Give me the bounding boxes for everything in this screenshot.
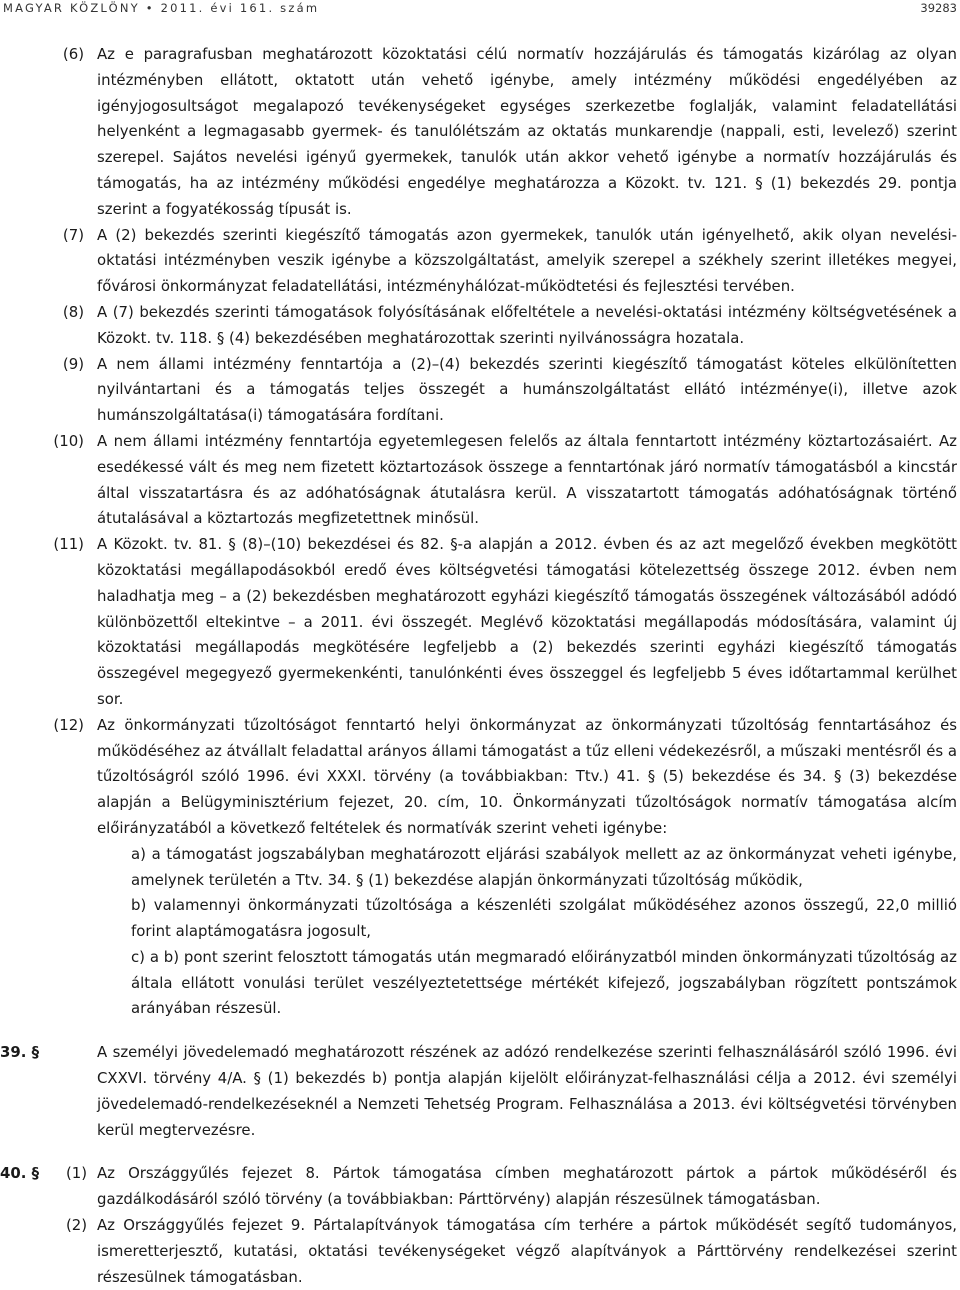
paragraph-text: A nem állami intézmény fenntartója a (2)–(4) bekezdés szerinti kiegészítő támogatást köteles elkülönítetten nyilvántartani és a támogatás teljes összegét a humánszolgáltatást ellátó intézménye(i), illetve azok humánszolgáltatása(i) támogatására fordítani.: [97, 354, 957, 425]
paragraph-text: A (7) bekezdés szerinti támogatások folyósításának előfeltétele a nevelési-oktatási intézmény költségvetésének a Közokt. tv. 118. § (4) bekezdésében meghatározottak szerinti nyilvánosságra hozatala.: [97, 302, 957, 347]
paragraph-number: (9): [62, 354, 84, 373]
paragraph-text: Az Országgyűlés fejezet 9. Pártalapítványok támogatása cím terhére a pártok működését segítő tudományos, ismeretterjesztő, kutatási, oktatási tevékenységeket végző alapítványok a Párttörvény rendelkezései szerint részesülnek támogatásban.: [97, 1216, 957, 1286]
paragraph-number: (12): [53, 715, 84, 734]
paragraph-12: [53, 713, 957, 842]
page-header: [0, 0, 960, 18]
paragraph-number: (2): [66, 1216, 88, 1235]
list-item-letter: c): [131, 947, 145, 966]
list-item-c: [131, 945, 957, 1022]
section-text: A személyi jövedelemadó meghatározott részének az adózó rendelkezése szerinti felhasználásáról szóló 1996. évi CXXVI. törvény 4/A. § (1) bekezdés b) pontja alapján kijelölt előirányzat-felhasználási célja a 2012. évi személyi jövedelemadó-rendelkezéseknél a Nemzeti Tehetség Program. Felhasználása a 2013. évi költségvetési törvényben kerül megtervezésre.: [97, 1043, 957, 1139]
paragraph-10: [53, 429, 957, 532]
list-item-text: a b) pont szerint felosztott támogatás után megmaradó előirányzatból minden önkormányzati tűzoltóság az általa ellátott vonulási terület veszélyeztetettsége mértékét kifejező, jogszabályban rögzített pontszámok arányában részesül.: [131, 947, 957, 1018]
paragraph-text: Az e paragrafusban meghatározott közoktatási célú normatív hozzájárulás és támogatás kizárólag az olyan intézményben ellátott, oktatott után vehető igénybe, amely intézmény működési engedélyében az igényjogosultságot megalapozó tevékenységeket egységes szerkezetbe foglalják, valamint feladatellátási helyenként a legmagasabb gyermek- és tanulólétszám az oktatás munkarendje (nappali, esti, levelező) szerint szerepel. Sajátos nevelési igényű gyermekek, tanulók után akkor vehető igénybe a normatív hozzájárulás és támogatás, ha az intézmény működési engedélye meghatározza a Közokt. tv. 121. § (1) bekezdés 29. pontja szerint a fogyatékosság típusát is.: [97, 45, 957, 218]
paragraph-number: (1): [66, 1164, 88, 1183]
paragraph-11: [53, 532, 957, 713]
paragraph-text: A (2) bekezdés szerinti kiegészítő támogatás azon gyermekek, tanulók után igényelhető, akik olyan nevelési-oktatási intézményben veszik igénybe a közszolgáltatást, amelyik szerepel a székhely szerint illetékes megyei, fővárosi önkormányzat feladatellátási, intézményhálózat-működtetési és fejlesztési tervében.: [97, 225, 957, 296]
paragraph-8: [62, 300, 957, 352]
paragraph-number: (11): [53, 535, 84, 554]
list-item-a: [131, 842, 957, 894]
section-40: [0, 1161, 960, 1290]
list-item-text: valamennyi önkormányzati tűzoltósága a készenléti szolgálat működéséhez azonos összegű, 22,0 millió forint alaptámogatásra jogosult,: [131, 896, 958, 941]
paragraph-text: A Közokt. tv. 81. § (8)–(10) bekezdései és 82. §-a alapján a 2012. évben és az azt megelőző években megkötött közoktatási megállapodásokból eredő éves költségvetési támogatási kötelezettség összege 2012. évben nem haladhatja meg – a (2) bekezdésben meghatározott egyházi kiegészítő támogatás összegének változásából adódó különbözettől eltekintve – a 2011. évi összegét. Meglévő közoktatási megállapodás módosítására, valamint új közoktatási megállapodás megkötésére legfeljebb a (2) bekezdés szerinti egyházi kiegészítő támogatás összegével megegyező gyermekenkénti, tanulónkénti éves összeggel és legfeljebb 5 éves időtartammal kerülhet sor.: [97, 535, 957, 708]
journal-title: MAGYAR KÖZLÖNY • 2011. évi 161. szám: [3, 1, 320, 15]
paragraph-6: [62, 42, 957, 223]
paragraph-number: (8): [62, 302, 84, 321]
paragraph-9: [62, 352, 957, 429]
list-item-letter: a): [131, 844, 146, 863]
list-item-text: a támogatást jogszabályban meghatározott eljárási szabályok mellett az az önkormányzat veheti igénybe, amelynek területén a Ttv. 34. § (1) bekezdése alapján önkormányzati tűzoltóság működik,: [131, 844, 957, 889]
document-body: [0, 42, 960, 1290]
paragraph-number: (10): [53, 431, 84, 450]
paragraph-7: [62, 223, 957, 300]
section-40-paragraph-2: [66, 1213, 957, 1290]
section-39: [0, 1040, 957, 1143]
page-number: 39283: [920, 1, 957, 15]
paragraph-number: (6): [62, 45, 84, 63]
section-label: 40. §: [0, 1164, 40, 1183]
list-item-letter: b): [131, 896, 147, 915]
paragraph-text: Az Országgyűlés fejezet 8. Pártok támogatása címben meghatározott pártok a pártok működéséről és gazdálkodásáról szóló törvény (a továbbiakban: Párttörvény) alapján részesülnek támogatásban.: [97, 1164, 957, 1209]
section-40-paragraph-1: [66, 1161, 957, 1213]
list-item-b: [131, 893, 957, 945]
section-label: 39. §: [0, 1043, 40, 1062]
paragraph-number: (7): [62, 225, 84, 244]
paragraph-text: Az önkormányzati tűzoltóságot fenntartó helyi önkormányzat az önkormányzati tűzoltóság fenntartásához és működéséhez az átvállalt feladattal arányos állami támogatást a tűz elleni védekezésről, a műszaki mentésről és a tűzoltóságról szóló 1996. évi XXXI. törvény (a továbbiakban: Ttv.) 41. § (5) bekezdése és 34. § (3) bekezdése alapján a Belügyminisztérium fejezet, 20. cím, 10. Önkormányzati tűzoltóságok normatív támogatása alcím előirányzatából a következő feltételek és normatívák szerint veheti igénybe:: [97, 715, 957, 837]
paragraph-text: A nem állami intézmény fenntartója egyetemlegesen felelős az általa fenntartott intézmény köztartozásaiért. Az esedékessé vált és meg nem fizetett köztartozások összege a fenntartónak járó normatív támogatásból a kincstár által visszatartásra és az adóhatóságnak átutalásra kerül. A visszatartott támogatás adóhatóságnak történő átutalásával a köztartozás megfizetettnek minősül.: [97, 431, 957, 528]
